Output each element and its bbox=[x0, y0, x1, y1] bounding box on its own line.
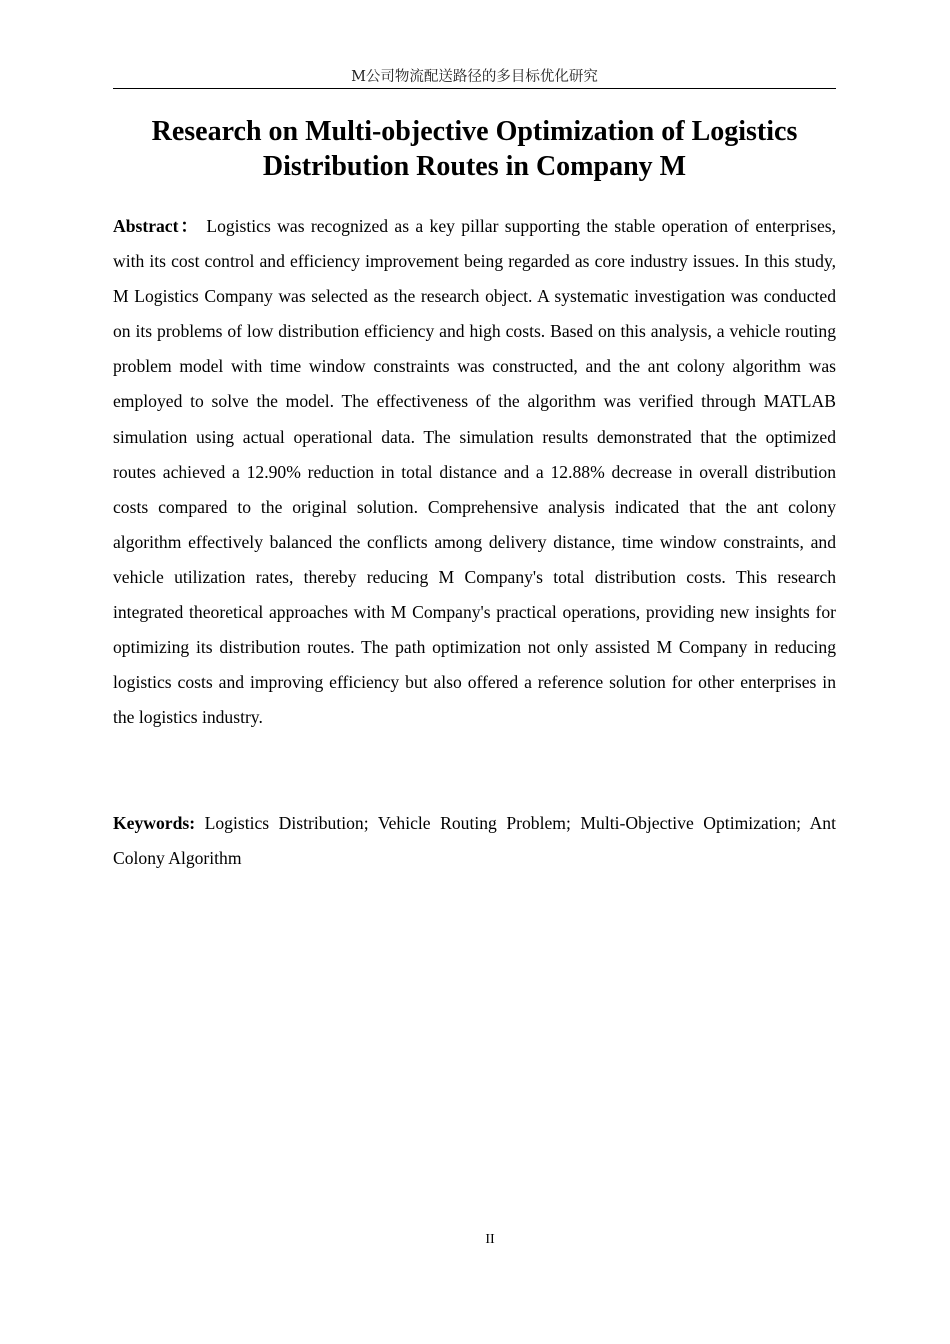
paper-title-line-2: Distribution Routes in Company M bbox=[262, 151, 687, 182]
abstract-text: Logistics was recognized as a key pillar supporting the stable operation of enterprises, with its cost control and efficiency improvement being regarded as core industry issues. In this study, M Logistics Company was selected as the research object. A systematic investigation was conducted on its problems of low distribution efficiency and high costs. Based on this analysis, a vehicle routing problem model with time window constraints was constructed, and the ant colony algorithm was employed to solve the model. The effectiveness of the algorithm was verified through MATLAB simulation using actual operational data. The simulation results demonstrated that the optimized routes achieved a 12.90% reduction in total distance and a 12.88% decrease in overall distribution costs compared to the original solution. Comprehensive analysis indicated that the ant colony algorithm effectively balanced the conflicts among delivery distance, time window constraints, and vehicle utilization rates, thereby reducing M Company's total distribution costs. This research integrated theoretical approaches with M Company's practical operations, providing new insights for optimizing its distribution routes. The path optimization not only assisted M Company in reducing logistics costs and improving efficiency but also offered a reference solution for other enterprises in the logistics industry. bbox=[113, 216, 836, 728]
abstract-paragraph bbox=[113, 209, 836, 735]
running-header-title: M公司物流配送路径的多目标优化研究 bbox=[351, 69, 598, 85]
paper-title bbox=[113, 114, 836, 184]
abstract-label: Abstract： bbox=[113, 216, 200, 236]
page-number: II bbox=[485, 1232, 495, 1247]
keywords-label: Keywords: bbox=[113, 813, 196, 833]
running-header bbox=[113, 66, 836, 89]
paper-title-line-1: Research on Multi-objective Optimization of Logistics bbox=[151, 116, 798, 147]
keywords-text: Logistics Distribution; Vehicle Routing Problem; Multi-Objective Optimization; Ant Colony Algorithm bbox=[113, 813, 836, 868]
keywords-paragraph bbox=[113, 806, 836, 876]
